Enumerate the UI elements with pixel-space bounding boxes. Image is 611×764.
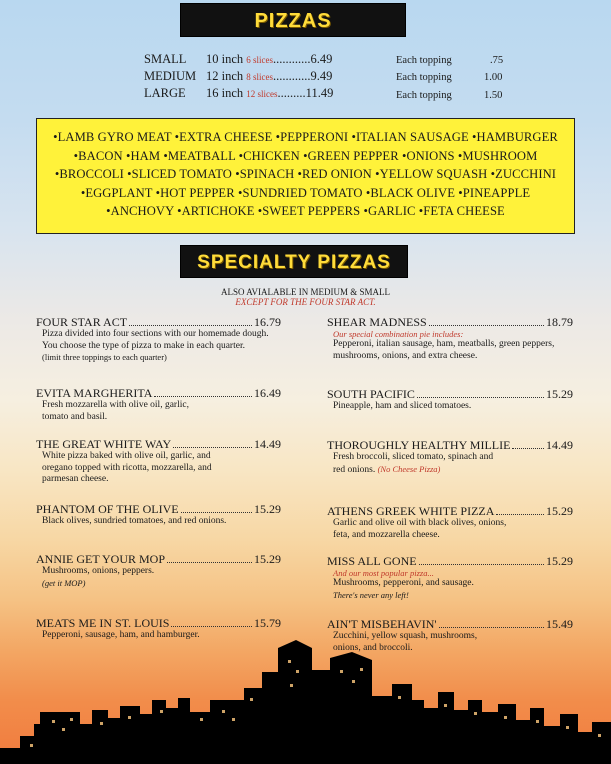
size-slices: 8 slices (246, 72, 274, 82)
pizza-desc: Pepperoni, italian sausage, ham, meatballs, green peppers, mushrooms, onions, and extra cheese. (333, 339, 555, 361)
city-skyline-image (0, 600, 611, 764)
size-inch: 10 inch (206, 52, 244, 66)
pizza-price: 14.49 (546, 438, 573, 452)
pizza-note: (get it MOP) (42, 577, 86, 588)
pizza-price: 14.49 (254, 437, 281, 451)
pizza-desc: Zucchini, yellow squash, mushrooms, onions, and broccoli. (333, 631, 478, 653)
size-name: SMALL (144, 52, 187, 66)
pizza-name: SHEAR MADNESS (327, 315, 427, 329)
pizza-desc: Fresh mozzarella with olive oil, garlic, tomato and basil. (42, 400, 189, 422)
pizza-tagline: And our most popular pizza... (333, 568, 434, 578)
pizza-desc: Fresh broccoli, sliced tomato, spinach and red onions. (333, 452, 494, 475)
pizza-name: MISS ALL GONE (327, 554, 417, 568)
pizza-tagline: (No Cheese Pizza) (377, 463, 441, 474)
pizza-name: SOUTH PACIFIC (327, 387, 415, 401)
pizza-desc: White pizza baked with olive oil, garlic, and oregano topped with ricotta, mozzarella, and parmesan cheese. (42, 451, 212, 484)
size-price: 11.49 (305, 86, 334, 100)
topping-price-small (396, 55, 526, 66)
pizza-desc: Pineapple, ham and sliced tomatoes. (333, 401, 472, 411)
exception-note: EXCEPT FOR THE FOUR STAR ACT. (235, 297, 376, 307)
pizza-desc: Garlic and olive oil with black olives, onions, feta, and mozzarella cheese. (333, 518, 507, 540)
pizza-desc: Mushrooms, pepperoni, and sausage. (333, 578, 474, 588)
pizza-price: 15.29 (254, 552, 281, 566)
pizza-name: FOUR STAR ACT (36, 315, 128, 329)
availability-note: ALSO AVIALABLE IN MEDIUM & SMALL (220, 287, 391, 297)
pizza-miss-all-gone (327, 554, 573, 600)
toppings-line: •EGGPLANT •HOT PEPPER •SUNDRIED TOMATO •BLACK OLIVE •PINEAPPLE (80, 185, 531, 200)
pizza-annie-get-your-mop (36, 552, 281, 588)
pizza-name: EVITA MARGHERITA (36, 386, 153, 400)
toppings-box (36, 118, 575, 234)
size-price: 6.49 (310, 52, 333, 66)
specialty-title: SPECIALTY PIZZAS (180, 245, 408, 278)
topping-price-medium (396, 72, 526, 83)
pizza-desc: Pizza divided into four sections with our homemade dough. You choose the type of pizza to make in each quarter. (42, 329, 269, 351)
pizza-shear-madness (327, 315, 573, 362)
pizza-name: PHANTOM OF THE OLIVE (36, 502, 179, 516)
pizza-price: 16.49 (254, 386, 281, 400)
size-price: 9.49 (310, 69, 333, 83)
pizza-name: THOROUGHLY HEALTHY MILLIE (327, 438, 511, 452)
pizza-thoroughly-healthy-millie (327, 438, 573, 476)
pizza-great-white-way (36, 437, 281, 486)
topping-label: Each topping (396, 55, 452, 66)
topping-label: Each topping (396, 90, 452, 101)
size-name: LARGE (144, 86, 186, 100)
pizza-desc: Mushrooms, onions, peppers. (42, 566, 155, 576)
pizza-desc: Pepperoni, sausage, ham, and hamburger. (42, 630, 200, 640)
pizza-name: ATHENS GREEK WHITE PIZZA (327, 504, 495, 518)
size-inch: 12 inch (206, 69, 244, 83)
pizza-athens-greek-white (327, 504, 573, 541)
pizza-price: 15.29 (546, 554, 573, 568)
size-inch: 16 inch (206, 86, 244, 100)
size-name: MEDIUM (144, 69, 197, 83)
pizza-note: (limit three toppings to each quarter) (42, 352, 167, 362)
topping-price: 1.50 (484, 90, 503, 101)
pizza-price: 15.29 (546, 387, 573, 401)
pizza-tagline: Our special combination pie includes: (333, 329, 464, 339)
pizza-south-pacific (327, 387, 573, 413)
pizza-price: 18.79 (546, 315, 573, 329)
toppings-line: •ANCHOVY •ARTICHOKE •SWEET PEPPERS •GARLIC •FETA CHEESE (106, 204, 505, 219)
toppings-line: •BACON •HAM •MEATBALL •CHICKEN •GREEN PEPPER •ONIONS •MUSHROOM (73, 148, 538, 163)
toppings-line: •LAMB GYRO MEAT •EXTRA CHEESE •PEPPERONI •ITALIAN SAUSAGE •HAMBURGER (53, 130, 558, 144)
pizza-note: There's never any left! (333, 589, 409, 600)
pizza-desc: Black olives, sundried tomatoes, and red onions. (42, 516, 227, 526)
size-slices: 12 slices (246, 89, 278, 99)
pizza-name: AIN'T MISBEHAVIN' (327, 617, 437, 631)
topping-price: 1.00 (484, 72, 503, 83)
pizza-name: MEATS ME IN ST. LOUIS (36, 616, 170, 630)
topping-price-large (396, 90, 526, 101)
pizza-evita-margherita (36, 386, 281, 423)
pizza-name: THE GREAT WHITE WAY (36, 437, 172, 451)
pizza-price: 16.79 (254, 315, 281, 329)
size-slices: 6 slices (246, 55, 274, 65)
toppings-line: •BROCCOLI •SLICED TOMATO •SPINACH •RED ONION •YELLOW SQUASH •ZUCCHINI (54, 167, 557, 182)
topping-label: Each topping (396, 72, 452, 83)
pizza-phantom-of-the-olive (36, 502, 281, 528)
pizza-name: ANNIE GET YOUR MOP (36, 552, 165, 566)
pizza-price: 15.49 (546, 617, 573, 631)
pizza-price: 15.29 (254, 502, 281, 516)
pizza-price: 15.79 (254, 616, 281, 630)
pizza-four-star-act (36, 315, 281, 362)
pizza-price: 15.29 (546, 504, 573, 518)
topping-price: .75 (490, 55, 504, 66)
pizzas-title: PIZZAS (180, 3, 406, 37)
